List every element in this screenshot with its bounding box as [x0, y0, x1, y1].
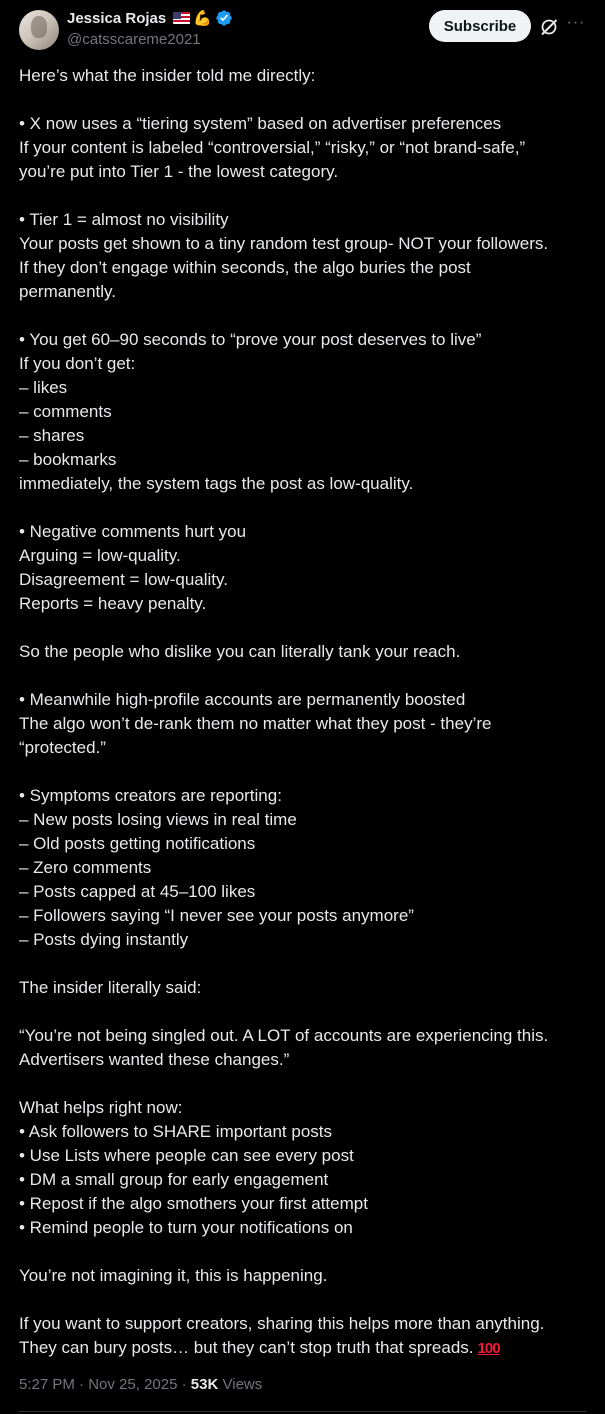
post-time[interactable]: 5:27 PM	[19, 1376, 75, 1393]
blank-line	[19, 496, 599, 520]
post-line: • Meanwhile high-profile accounts are permanently boosted	[19, 690, 466, 709]
meta-separator: ·	[181, 1376, 187, 1393]
post-line: “You’re not being singled out. A LOT of accounts are experiencing this.	[19, 1026, 549, 1045]
post-line: you’re put into Tier 1 - the lowest category.	[19, 162, 339, 181]
blank-line	[19, 1240, 599, 1264]
blank-line	[19, 616, 599, 640]
post-line-text: They can bury posts… but they can’t stop truth that spreads.	[19, 1338, 474, 1357]
flexed-biceps-icon: 💪	[193, 9, 212, 27]
post-line: You’re not imagining it, this is happening.	[19, 1266, 328, 1285]
post-line: • DM a small group for early engagement	[19, 1170, 329, 1189]
post-line: – New posts losing views in real time	[19, 810, 297, 829]
blank-line	[19, 1288, 599, 1312]
post-line: The insider literally said:	[19, 978, 202, 997]
post-line: • Repost if the algo smothers your first attempt	[19, 1194, 368, 1213]
post-line: – Zero comments	[19, 858, 152, 877]
post-line: If you want to support creators, sharing this helps more than anything.	[19, 1314, 545, 1333]
author-name-row	[67, 9, 233, 27]
post-line: So the people who dislike you can literally tank your reach.	[19, 642, 461, 661]
blank-line	[19, 184, 599, 208]
blank-line	[19, 952, 599, 976]
post-line: • Negative comments hurt you	[19, 522, 247, 541]
author-name[interactable]: Jessica Rojas	[67, 9, 167, 27]
us-flag-icon	[173, 12, 190, 24]
post-line: Here’s what the insider told me directly:	[19, 66, 316, 85]
blank-line	[19, 1072, 599, 1096]
post-date[interactable]: Nov 25, 2025	[88, 1376, 178, 1393]
post-line: – Followers saying “I never see your posts anymore”	[19, 906, 414, 925]
post-line: If they don’t engage within seconds, the algo buries the post	[19, 258, 471, 277]
post-line: • X now uses a “tiering system” based on advertiser preferences	[19, 114, 502, 133]
post-line: – bookmarks	[19, 450, 117, 469]
subscribe-button[interactable]: Subscribe	[429, 10, 531, 42]
views-label: Views	[222, 1376, 263, 1393]
post-line: Advertisers wanted these changes.”	[19, 1050, 290, 1069]
post-line: – Old posts getting notifications	[19, 834, 256, 853]
post-meta	[19, 1376, 262, 1393]
post-line: immediately, the system tags the post as low-quality.	[19, 474, 414, 493]
views-count[interactable]: 53K	[190, 1376, 219, 1393]
post-line: What helps right now:	[19, 1098, 183, 1117]
post-line: Your posts get shown to a tiny random test group- NOT your followers.	[19, 234, 549, 253]
post-line: • Use Lists where people can see every post	[19, 1146, 354, 1165]
blank-line	[19, 1000, 599, 1024]
post-header	[0, 0, 605, 56]
post-line: – comments	[19, 402, 112, 421]
more-options-icon[interactable]: ···	[566, 14, 586, 31]
post-line: – Posts capped at 45–100 likes	[19, 882, 256, 901]
post-line-last	[19, 1336, 599, 1360]
post-line: “protected.”	[19, 738, 106, 757]
divider	[19, 1411, 586, 1412]
verified-badge-icon	[215, 9, 233, 27]
post-line: permanently.	[19, 282, 117, 301]
author-handle[interactable]: @catsscareme2021	[67, 31, 201, 48]
post-line: Reports = heavy penalty.	[19, 594, 207, 613]
hundred-points-emoji-icon: 100	[477, 1340, 500, 1357]
post-line: – likes	[19, 378, 68, 397]
post-line: The algo won’t de-rank them no matter what they post - they’re	[19, 714, 492, 733]
post-line: • Remind people to turn your notifications on	[19, 1218, 353, 1237]
post-line: – shares	[19, 426, 85, 445]
blank-line	[19, 664, 599, 688]
post-line: Arguing = low-quality.	[19, 546, 181, 565]
post-text	[19, 64, 599, 1360]
grok-icon[interactable]	[539, 17, 559, 37]
post-line: • You get 60–90 seconds to “prove your post deserves to live”	[19, 330, 482, 349]
post-line: Disagreement = low-quality.	[19, 570, 228, 589]
post-line: • Ask followers to SHARE important posts	[19, 1122, 333, 1141]
blank-line	[19, 304, 599, 328]
avatar[interactable]	[19, 10, 59, 50]
post-line: If you don’t get:	[19, 354, 136, 373]
meta-separator: ·	[79, 1376, 85, 1393]
post-line: – Posts dying instantly	[19, 930, 189, 949]
blank-line	[19, 88, 599, 112]
blank-line	[19, 760, 599, 784]
post-line: If your content is labeled “controversial,” “risky,” or “not brand-safe,”	[19, 138, 526, 157]
post-lines	[19, 64, 599, 1336]
post-line: • Symptoms creators are reporting:	[19, 786, 282, 805]
post-line: • Tier 1 = almost no visibility	[19, 210, 229, 229]
